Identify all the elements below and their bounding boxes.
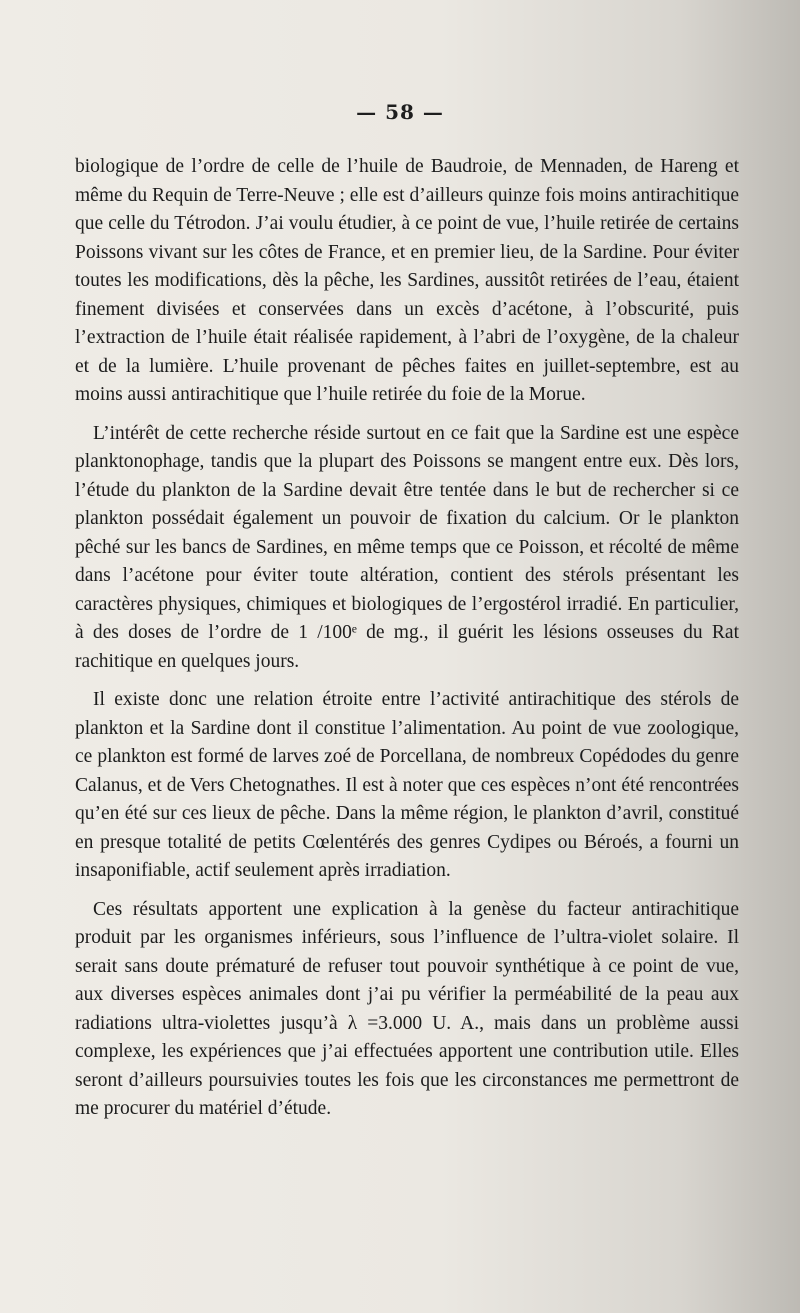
page-number: — 58 — bbox=[356, 100, 444, 124]
paragraph-1: biologique de l’ordre de celle de l’huile de Baudroie, de Mennaden, de Hareng et même du Requin de Terre-Neuve ; elle est d’ailleurs quinze fois moins antirachitique que celle du Tétrodon. J’ai voulu étudier, à ce point de vue, l’huile retirée de certains Poissons vivant sur les côtes de France, et en premier lieu, de la Sardine. Pour éviter toutes les modifications, dès la pêche, les Sardines, aussitôt retirées de l’eau, étaient finement divisées et conservées dans un excès d’acétone, à l’obscurité, puis l’extraction de l’huile était réalisée rapidement, à l’abri de l’oxygène, de la chaleur et de la lumière. L’huile provenant de pêches faites en juillet-septembre, est au moins aussi antirachitique que l’huile retirée du foie de la Morue. bbox=[75, 156, 739, 405]
body-text bbox=[75, 153, 739, 1124]
paragraph-3: Il existe donc une relation étroite entre l’activité antirachitique des stérols de plankton et la Sardine dont il constitue l’alimentation. Au point de vue zoologique, ce plankton est formé de larves zoé de Porcellana, de nombreux Copédodes du genre Calanus, et de Vers Chetognathes. Il est à noter que ces espèces n’ont été rencontrées qu’en été sur ces lieux de pêche. Dans la même région, le plankton d’avril, constitué en presque totalité de petits Cœlentérés des genres Cydipes ou Béroés, a fourni un insaponifiable, actif seulement après irradiation. bbox=[75, 689, 739, 881]
paragraph-4: Ces résultats apportent une explication à la genèse du facteur antirachitique produit par les organismes inférieurs, sous l’influence de l’ultra-violet solaire. Il serait sans doute prématuré de refuser tout pouvoir synthétique à ce point de vue, aux diverses espèces animales dont j’ai pu vérifier la perméabilité de la peau aux radiations ultra-violettes jusqu’à λ =3.000 U. A., mais dans un problème aussi complexe, les expériences que j’ai effectuées apportent une contribution utile. Elles seront d’ailleurs poursuivies toutes les fois que les circonstances me permettront de me procurer du matériel d’étude. bbox=[75, 898, 739, 1119]
paragraph-2: L’intérêt de cette recherche réside surtout en ce fait que la Sardine est une espèce planktonophage, tandis que la plupart des Poissons se mangent entre eux. Dès lors, l’étude du plankton de la Sardine devait être tentée dans le but de rechercher si ce plankton possédait également un pouvoir de fixation du calcium. Or le plankton pêché sur les bancs de Sardines, en même temps que ce Poisson, et récolté de même dans l’acétone pour éviter toute altération, contient des stérols présentant les caractères physiques, chimiques et biologiques de l’ergostérol irradié. En particulier, à des doses de l’ordre de 1 /100ᵉ de mg., il guérit les lésions osseuses du Rat rachitique en quelques jours. bbox=[75, 422, 739, 672]
